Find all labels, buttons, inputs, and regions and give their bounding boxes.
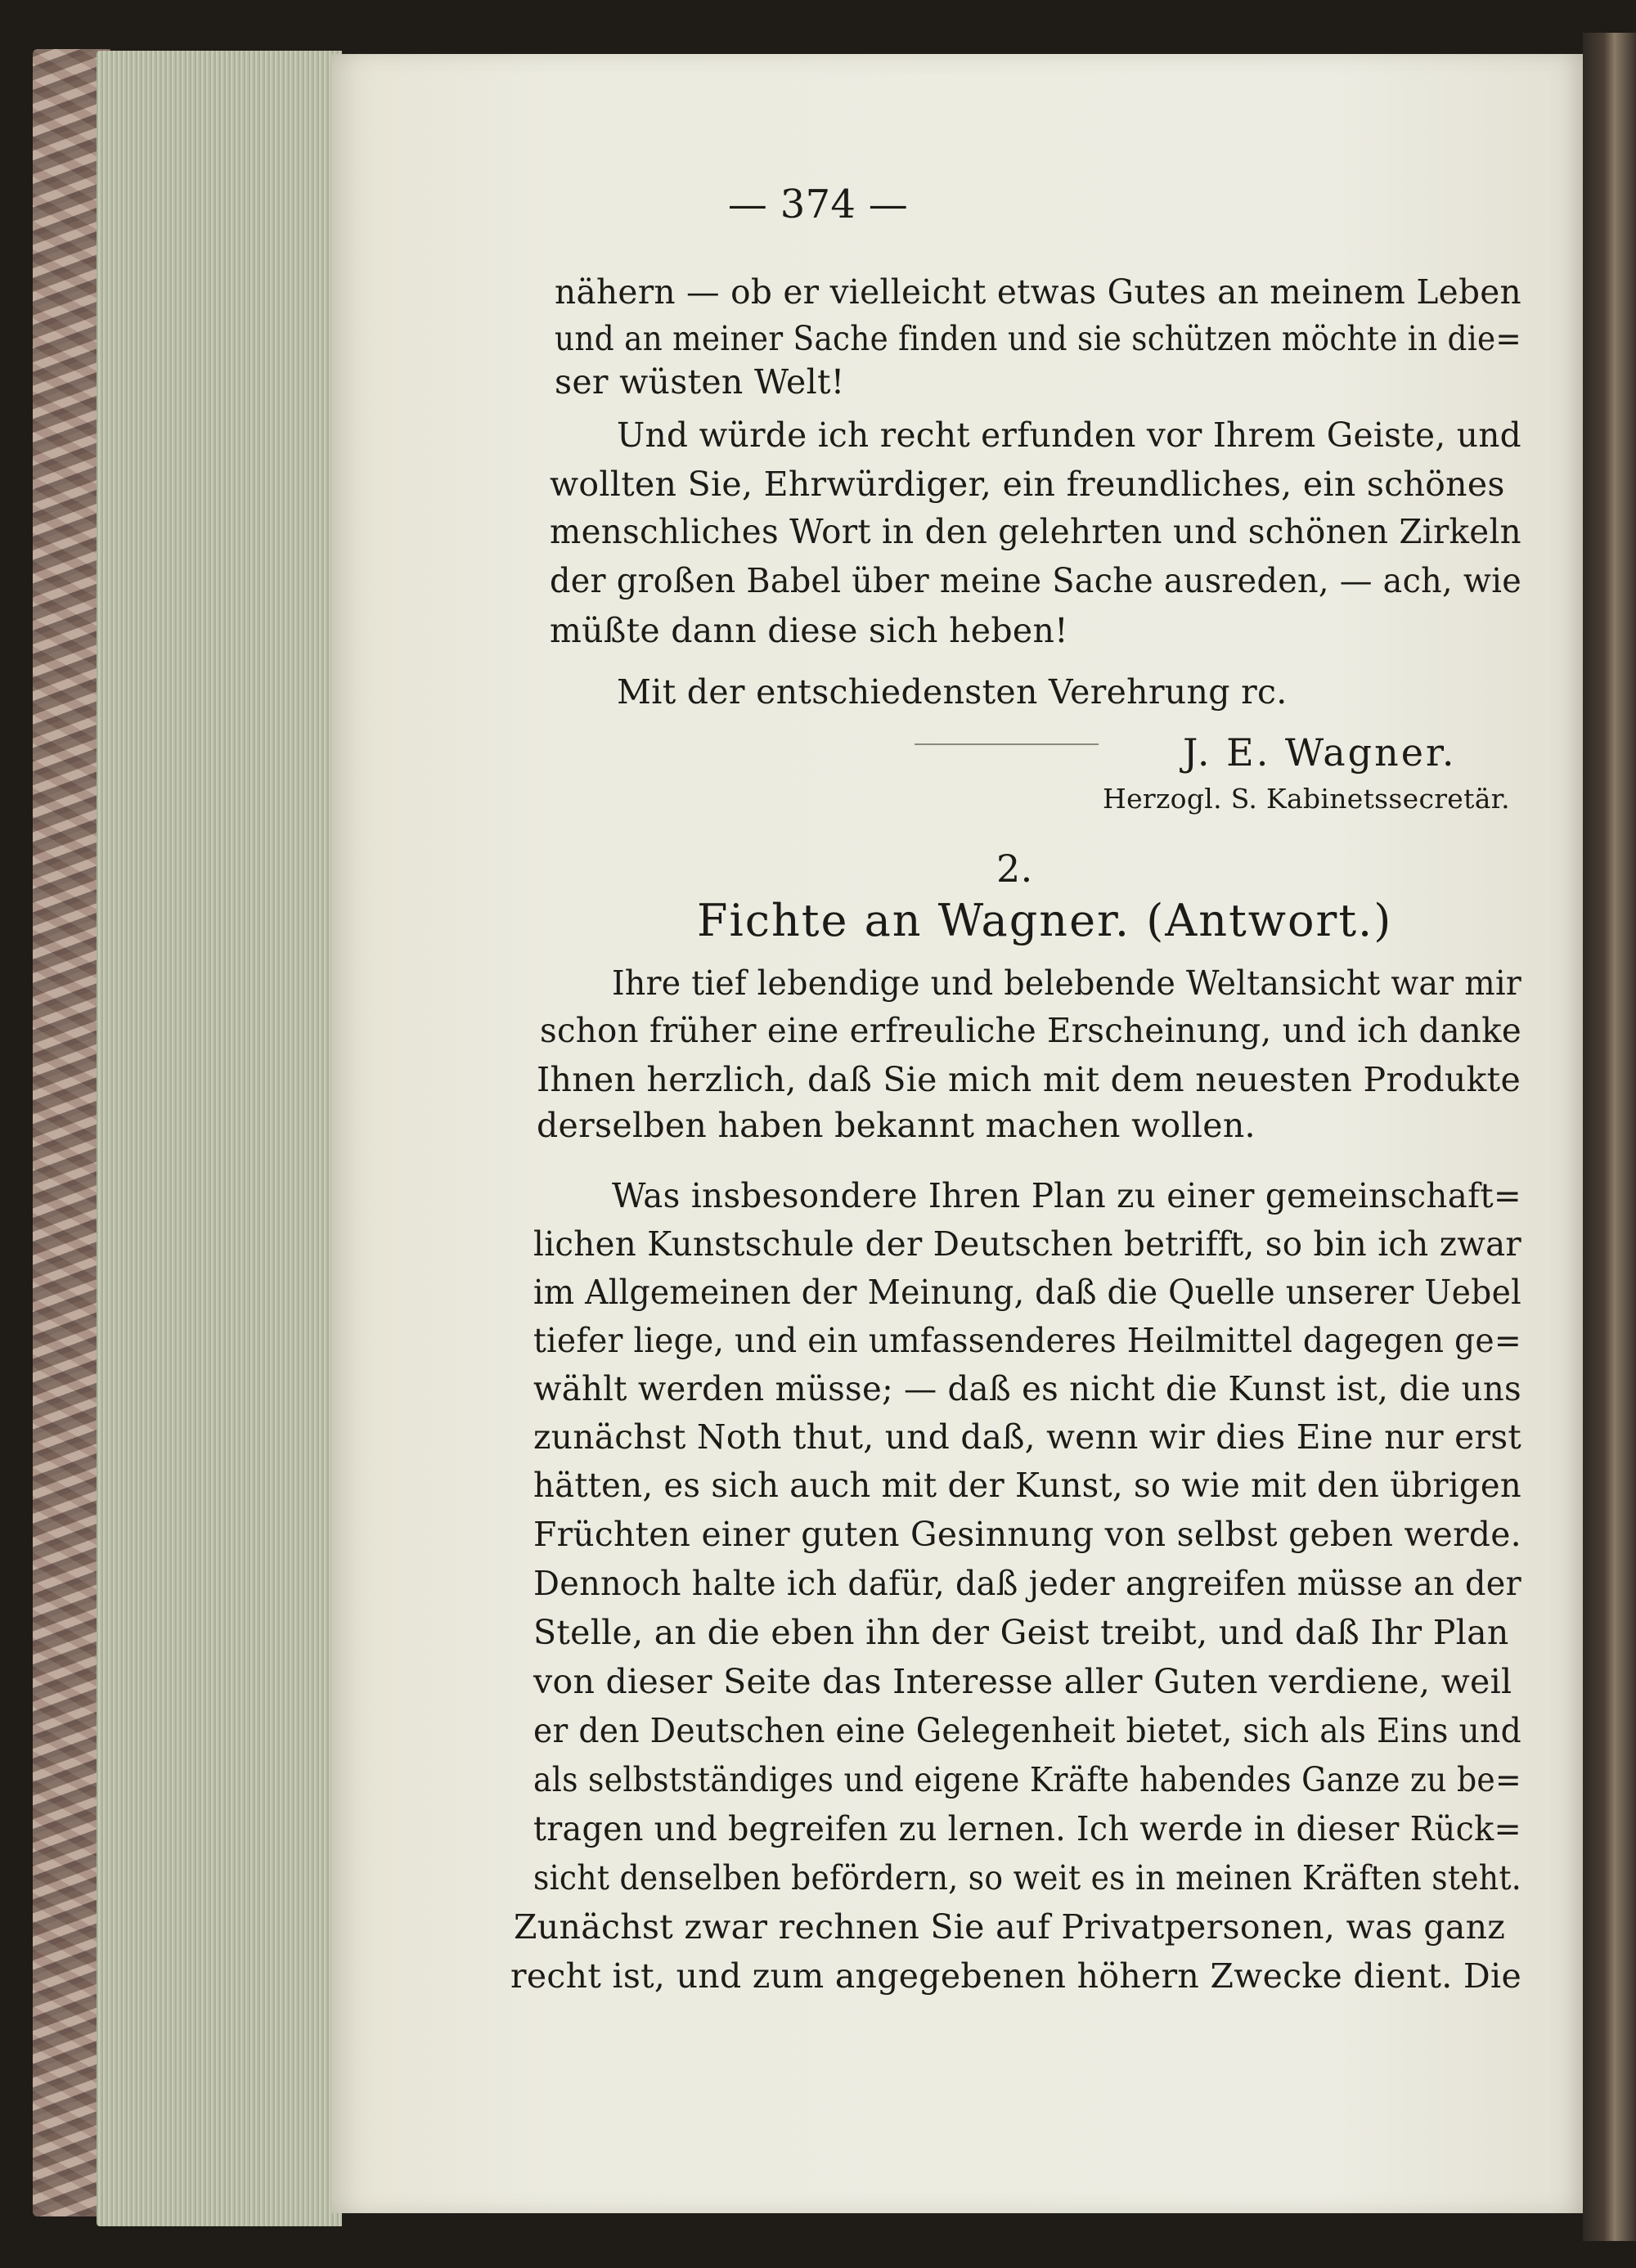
text-line: wollten Sie, Ehrwürdiger, ein freundliches, ein schönes <box>550 465 1505 504</box>
text-line: als selbstständiges und eigene Kräfte habendes Ganze zu be= <box>533 1760 1521 1799</box>
signature-title: Herzogl. S. Kabinetssecretär. <box>1103 783 1510 815</box>
text-line: hätten, es sich auch mit der Kunst, so wie mit den übrigen <box>533 1466 1522 1505</box>
text-line: sicht denselben befördern, so weit es in meinen Kräften steht. <box>533 1858 1521 1897</box>
text-line: im Allgemeinen der Meinung, daß die Quelle unserer Uebel <box>533 1273 1521 1312</box>
text-line: Mit der entschiedensten Verehrung rc. <box>617 672 1288 712</box>
text-line: menschliches Wort in den gelehrten und schönen Zirkeln <box>550 512 1521 551</box>
page-edges <box>97 51 342 2226</box>
text-line: müßte dann diese sich heben! <box>550 611 1068 650</box>
text-line: schon früher eine erfreuliche Erscheinung, und ich danke <box>540 1011 1522 1050</box>
text-line: recht ist, und zum angegebenen höhern Zwecke dient. Die <box>510 1956 1522 1996</box>
text-line: lichen Kunstschule der Deutschen betrifft, so bin ich zwar <box>533 1224 1521 1264</box>
text-line: Ihnen herzlich, daß Sie mich mit dem neuesten Produkte <box>537 1060 1521 1099</box>
text-line: Dennoch halte ich dafür, daß jeder angreifen müsse an der <box>533 1564 1521 1603</box>
text-line: er den Deutschen eine Gelegenheit bietet, sich als Eins und <box>533 1711 1522 1750</box>
page-number: — 374 — <box>727 182 909 227</box>
text-line: Was insbesondere Ihren Plan zu einer gemeinschaft= <box>612 1176 1522 1215</box>
text-line: wählt werden müsse; — daß es nicht die Kunst ist, die uns <box>533 1369 1521 1408</box>
text-line: der großen Babel über meine Sache ausreden, — ach, wie <box>550 561 1521 600</box>
text-line: Und würde ich recht erfunden vor Ihrem Geiste, und <box>617 415 1522 455</box>
text-line: und an meiner Sache finden und sie schützen möchte in die= <box>555 319 1521 358</box>
text-line: tragen und begreifen zu lernen. Ich werde in dieser Rück= <box>533 1809 1521 1848</box>
text-line: tiefer liege, und ein umfassenderes Heilmittel dagegen ge= <box>533 1321 1522 1360</box>
signature-name: J. E. Wagner. <box>1183 730 1457 775</box>
text-line: nähern — ob er vielleicht etwas Gutes an meinem Leben <box>555 272 1521 312</box>
facing-page-edge <box>1583 33 1636 2241</box>
text-line: derselben haben bekannt machen wollen. <box>537 1106 1256 1145</box>
text-line: Ihre tief lebendige und belebende Weltansicht war mir <box>612 963 1522 1003</box>
text-line: zunächst Noth thut, und daß, wenn wir dies Eine nur erst <box>533 1417 1522 1457</box>
text-line: von dieser Seite das Interesse aller Guten verdiene, weil <box>533 1662 1512 1701</box>
section-heading: Fichte an Wagner. (Antwort.) <box>697 895 1393 946</box>
text-line: Zunächst zwar rechnen Sie auf Privatpersonen, was ganz <box>514 1907 1506 1947</box>
text-line: Stelle, an die eben ihn der Geist treibt, und daß Ihr Plan <box>533 1613 1509 1652</box>
text-line: ser wüsten Welt! <box>555 362 845 402</box>
signature-rule <box>915 743 1099 745</box>
text-line: Früchten einer guten Gesinnung von selbst geben werde. <box>533 1515 1521 1554</box>
section-number: 2. <box>996 847 1033 891</box>
